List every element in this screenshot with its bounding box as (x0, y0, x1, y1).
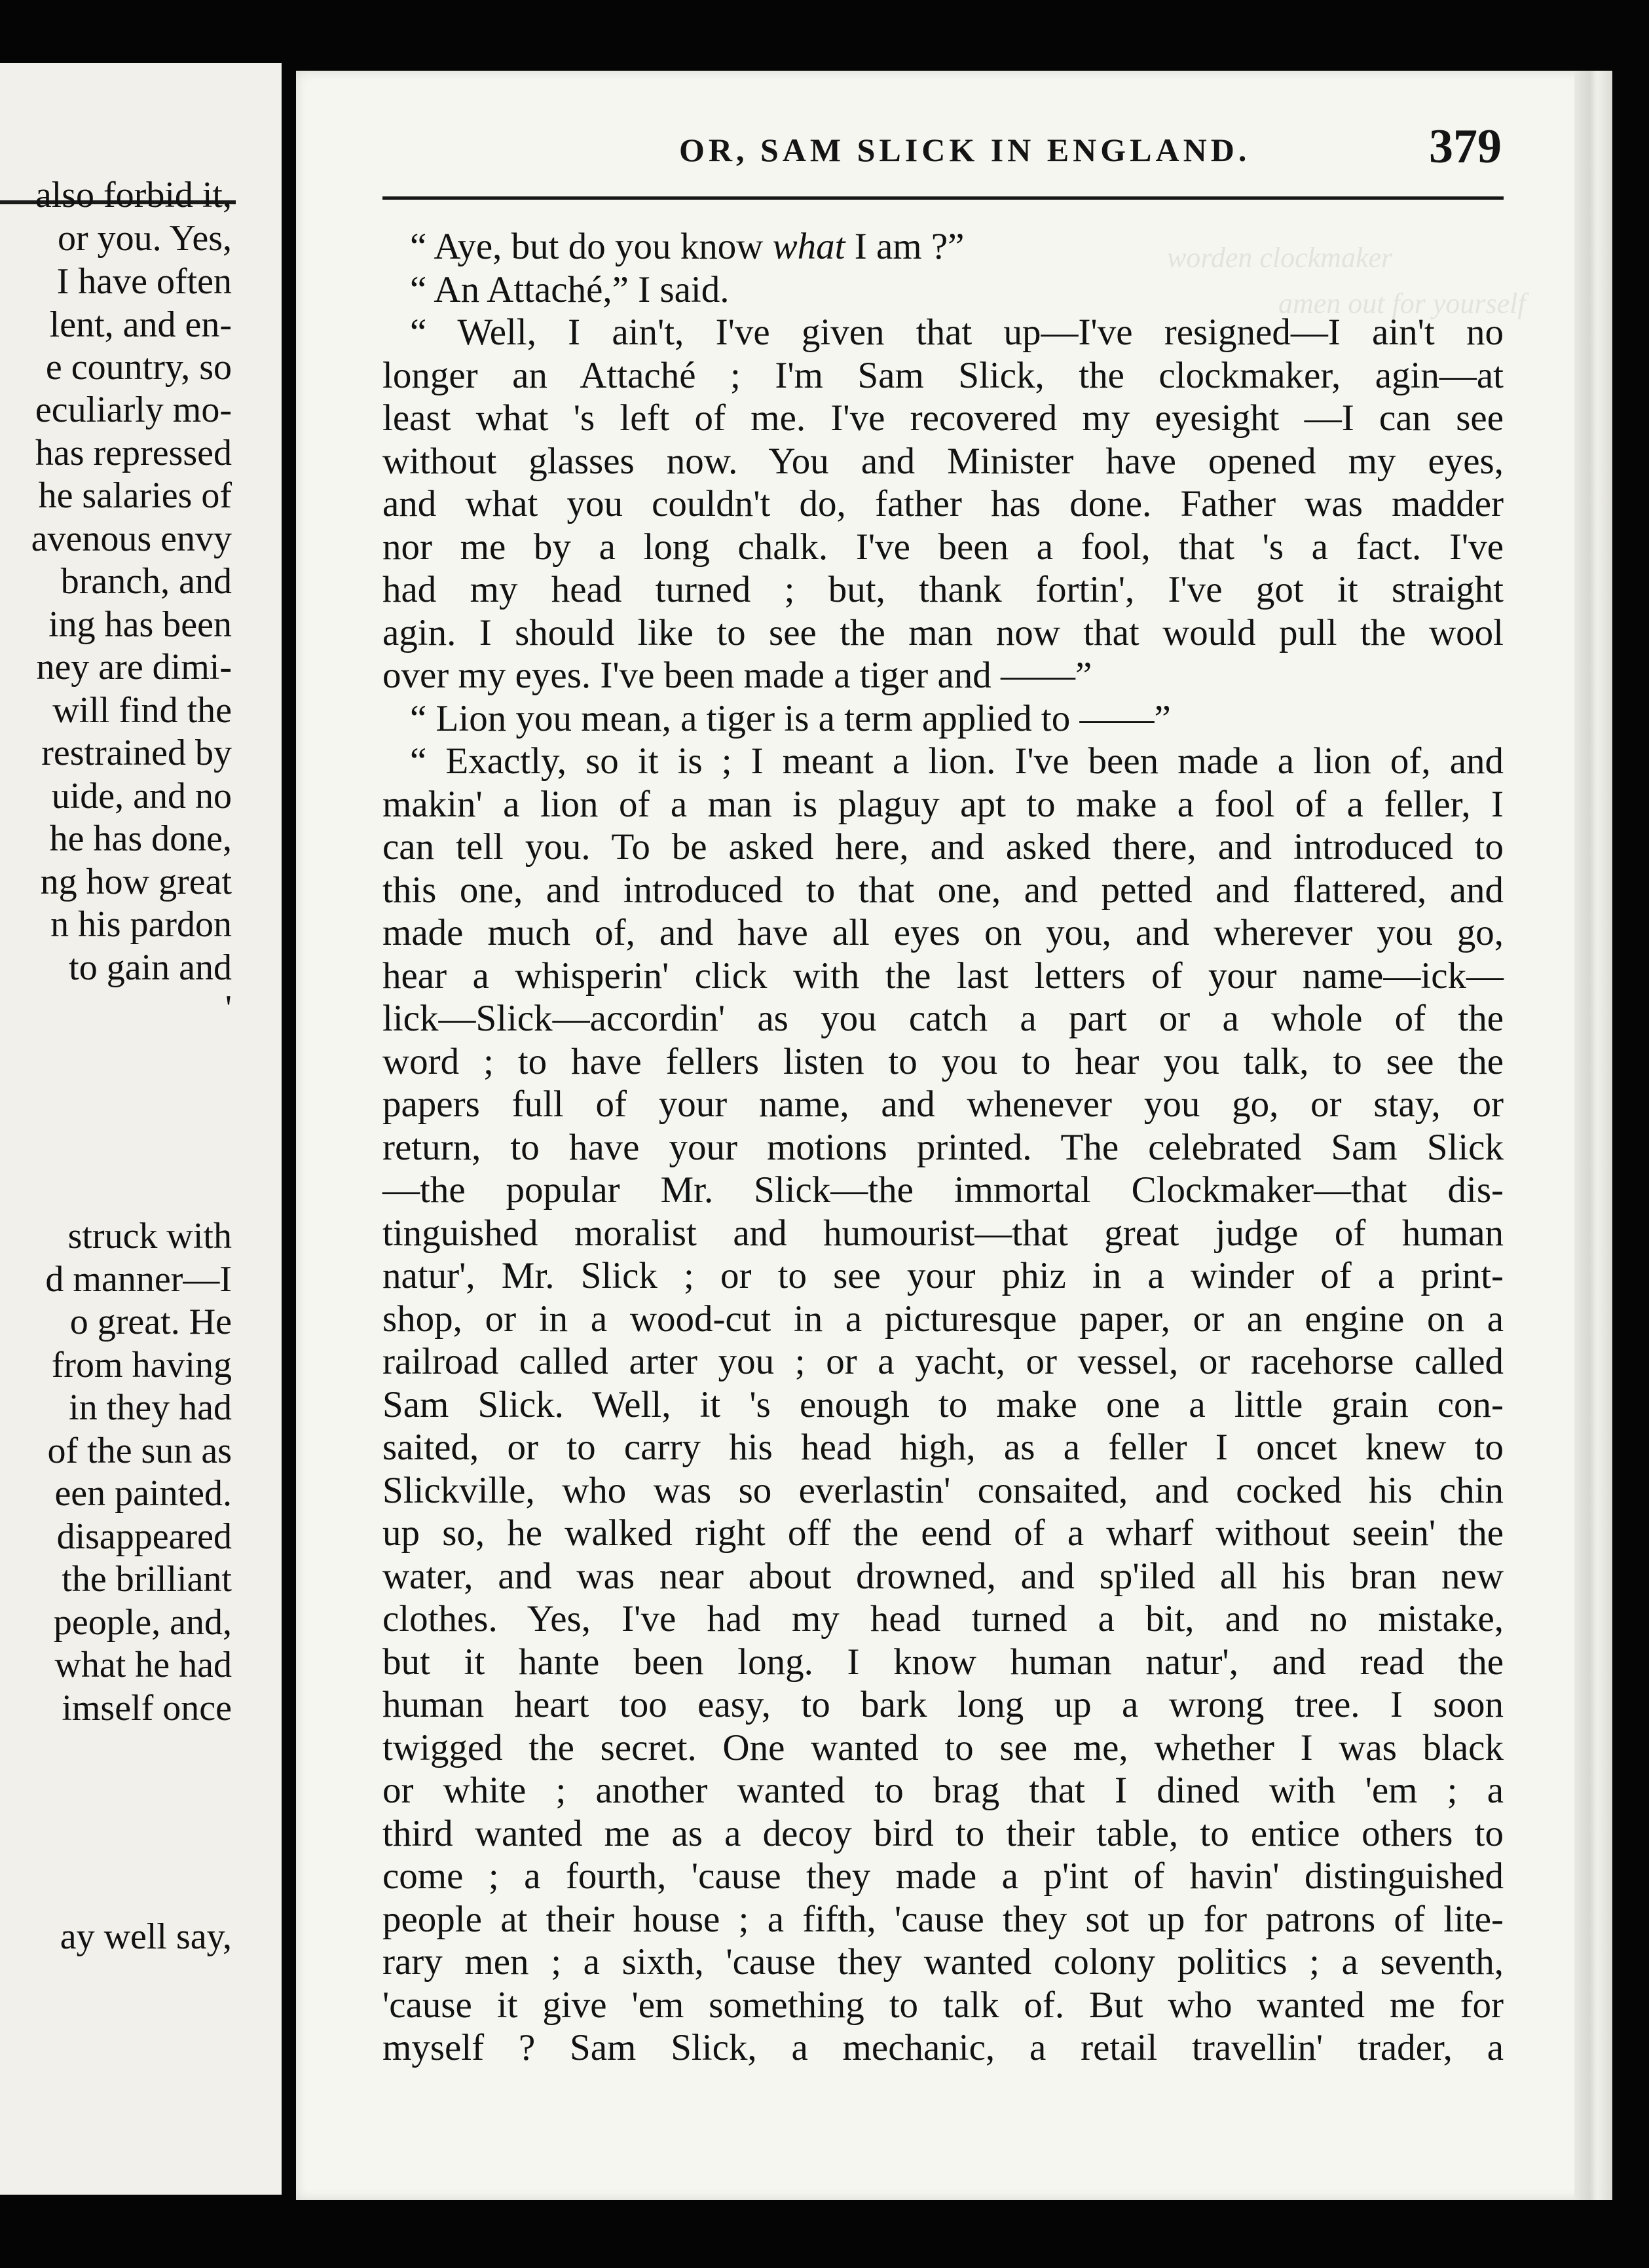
left-page-line: ' (225, 988, 232, 1029)
text-line: shop, or in a wood-cut in a picturesque paper, or an engine on a (382, 1298, 1504, 1340)
left-page-line: has repressed (35, 433, 232, 473)
text-line: people at their house ; a fifth, 'cause they sot up for patrons of lite- (382, 1898, 1504, 1940)
text-line: papers full of your name, and whenever you go, or stay, or (382, 1084, 1504, 1125)
left-page-line: disappeared (56, 1516, 232, 1557)
left-page-line: uide, and no (51, 776, 232, 816)
text-line: least what 's left of me. I've recovered my eyesight —I can see (382, 397, 1504, 439)
left-page-line: ing has been (48, 604, 232, 645)
bleed-through-text: worden clockmaker (1167, 242, 1393, 274)
body-text (382, 225, 1504, 2070)
left-page-line: imself once (62, 1688, 232, 1728)
left-page-line: to gain and (69, 947, 232, 988)
page-number: 379 (1429, 120, 1502, 174)
left-page-line: will find the (52, 690, 232, 731)
text-line: this one, and introduced to that one, and petted and flattered, and (382, 869, 1504, 911)
text-line: 'cause it give 'em something to talk of. But who wanted me for (382, 1984, 1504, 2026)
text-line: word ; to have fellers listen to you to hear you talk, to see the (382, 1040, 1504, 1082)
left-page-line: or you. Yes, (57, 218, 232, 259)
text-line: “ Aye, but do you know what I am ?” (410, 226, 965, 267)
left-page-line: ng how great (40, 862, 232, 902)
left-page-line: o great. He (69, 1302, 232, 1342)
text-line: “ An Attaché,” I said. (410, 268, 730, 310)
left-page-line: ay well say, (60, 1916, 232, 1957)
left-page-fragment (0, 63, 282, 2195)
text-line: lick—Slick—accordin' as you catch a part or a whole of the (382, 998, 1504, 1039)
text-line: makin' a lion of a man is plaguy apt to make a fool of a feller, I (382, 783, 1504, 825)
text-line: Slickville, who was so everlastin' consaited, and cocked his chin (382, 1469, 1504, 1511)
text-line: hear a whisperin' click with the last letters of your name—ick— (382, 955, 1504, 997)
text-line: tinguished moralist and humourist—that great judge of human (382, 1212, 1504, 1254)
text-line: clothes. Yes, I've had my head turned a bit, and no mistake, (382, 1598, 1504, 1639)
text-line: can tell you. To be asked here, and asked there, and introduced to (382, 826, 1504, 868)
left-page-line: d manner—I (45, 1259, 232, 1300)
text-line: natur', Mr. Slick ; or to see your phiz in a winder of a print- (382, 1255, 1504, 1296)
left-page-line: eculiarly mo- (35, 390, 232, 430)
left-page-line: he has done, (49, 818, 232, 859)
text-line: saited, or to carry his head high, as a feller I oncet knew to (382, 1427, 1504, 1468)
text-line: return, to have your motions printed. The celebrated Sam Slick (382, 1126, 1504, 1168)
left-page-line: what he had (54, 1645, 232, 1685)
left-page-line: e country, so (45, 347, 232, 388)
left-page-line: of the sun as (47, 1431, 232, 1471)
left-page-line: lent, and en- (49, 304, 232, 345)
text-line: over my eyes. I've been made a tiger and ——” (382, 655, 1092, 696)
page-edge (1574, 71, 1612, 2200)
text-line: railroad called arter you ; or a yacht, or vessel, or racehorse called (382, 1341, 1504, 1382)
left-page-line: ney are dimi- (36, 647, 232, 687)
running-head: OR, SAM SLICK IN ENGLAND. (679, 132, 1251, 168)
text-line: but it hante been long. I know human natur', and read the (382, 1641, 1504, 1683)
text-line: third wanted me as a decoy bird to their table, to entice others to (382, 1812, 1504, 1854)
bleed-through-text: amen out for yourself (1278, 287, 1526, 320)
left-page-line: struck with (67, 1216, 232, 1256)
text-line: “ Well, I ain't, I've given that up—I've resigned—I ain't no (410, 312, 1504, 353)
left-page-line: people, and, (53, 1602, 232, 1643)
text-line: had my head turned ; but, thank fortin', I've got it straight (382, 569, 1504, 610)
left-page-line: he salaries of (38, 475, 232, 516)
left-page-line: from having (51, 1345, 232, 1385)
left-page-line: n his pardon (50, 904, 232, 945)
text-line: “ Lion you mean, a tiger is a term applied to ——” (410, 697, 1171, 739)
text-line: nor me by a long chalk. I've been a fool, that 's a fact. I've (382, 526, 1504, 568)
text-line: made much of, and have all eyes on you, and wherever you go, (382, 912, 1504, 953)
text-line: “ Exactly, so it is ; I meant a lion. I've been made a lion of, and (410, 741, 1504, 782)
text-line: water, and was near about drowned, and sp'iled all his bran new (382, 1555, 1504, 1597)
left-page-line: avenous envy (31, 519, 232, 559)
left-page-line: in they had (69, 1387, 232, 1428)
text-line: or white ; another wanted to brag that I dined with 'em ; a (382, 1770, 1504, 1811)
left-page-line: een painted. (54, 1473, 232, 1514)
text-line: rary men ; a sixth, 'cause they wanted colony politics ; a seventh, (382, 1941, 1504, 1983)
right-page (296, 71, 1612, 2200)
text-line: come ; a fourth, 'cause they made a p'int of havin' distinguished (382, 1856, 1504, 1897)
left-page-line: also forbid it, (35, 175, 232, 215)
text-line: without glasses now. You and Minister have opened my eyes, (382, 440, 1504, 482)
left-page-line: I have often (56, 261, 232, 302)
text-line: and what you couldn't do, father has done. Father was madder (382, 483, 1504, 524)
text-line: longer an Attaché ; I'm Sam Slick, the clockmaker, agin—at (382, 354, 1504, 396)
header-rule (382, 196, 1504, 200)
text-line: myself ? Sam Slick, a mechanic, a retail travellin' trader, a (382, 2027, 1504, 2068)
text-line: —the popular Mr. Slick—the immortal Clockmaker—that dis- (382, 1169, 1504, 1211)
left-page-line: restrained by (41, 733, 232, 773)
left-page-line: branch, and (60, 561, 232, 602)
left-page-line: the brilliant (62, 1559, 232, 1600)
text-line: twigged the secret. One wanted to see me, whether I was black (382, 1727, 1504, 1768)
text-line: Sam Slick. Well, it 's enough to make one a little grain con- (382, 1383, 1504, 1425)
text-line: agin. I should like to see the man now that would pull the wool (382, 612, 1504, 653)
text-line: human heart too easy, to bark long up a wrong tree. I soon (382, 1684, 1504, 1725)
text-line: up so, he walked right off the eend of a wharf without seein' the (382, 1512, 1504, 1554)
